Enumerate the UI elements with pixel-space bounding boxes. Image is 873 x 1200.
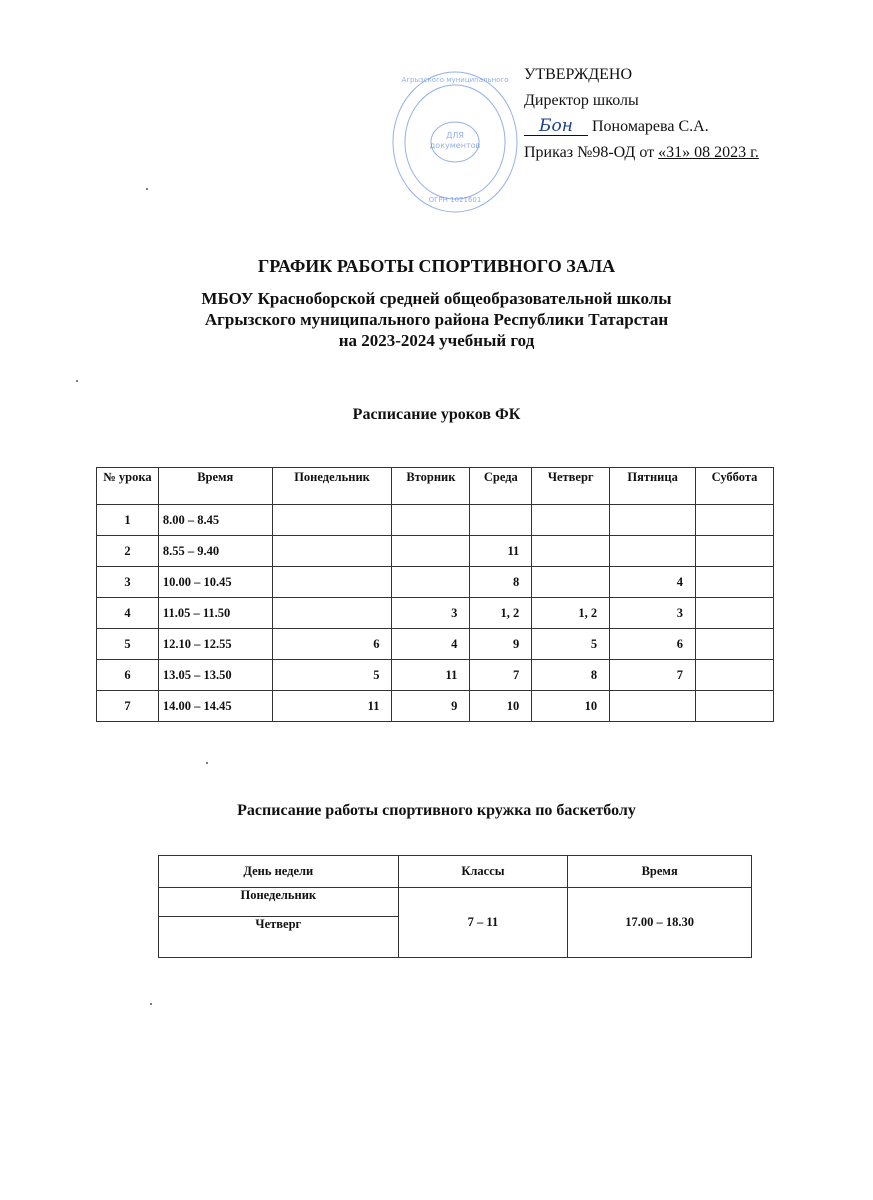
class-cell: 3 <box>610 598 696 629</box>
class-cell <box>696 598 774 629</box>
class-cell: 1, 2 <box>470 598 532 629</box>
approved-label: УТВЕРЖДЕНО <box>524 66 633 83</box>
header-cell: Суббота <box>696 468 774 505</box>
classes-cell: 7 – 11 <box>398 888 568 958</box>
signature-line <box>524 114 824 140</box>
class-cell <box>392 567 470 598</box>
class-cell: 8 <box>470 567 532 598</box>
table-row <box>97 505 774 536</box>
header-cell: Классы <box>398 856 568 888</box>
header-cell: № урока <box>97 468 159 505</box>
class-cell <box>610 691 696 722</box>
scan-speck <box>146 188 148 190</box>
class-cell <box>696 629 774 660</box>
header-cell: Среда <box>470 468 532 505</box>
lessons-table <box>96 467 774 722</box>
club-title: Расписание работы спортивного кружка по баскетболу <box>237 802 636 819</box>
class-cell <box>392 505 470 536</box>
header-cell: Время <box>158 468 272 505</box>
lesson-time: 8.00 – 8.45 <box>158 505 272 536</box>
class-cell: 8 <box>532 660 610 691</box>
class-cell: 5 <box>272 660 392 691</box>
class-cell: 9 <box>470 629 532 660</box>
lesson-number: 1 <box>97 505 159 536</box>
table-row <box>97 629 774 660</box>
lesson-number: 3 <box>97 567 159 598</box>
class-cell: 1, 2 <box>532 598 610 629</box>
day-cell: Четверг <box>159 917 399 958</box>
class-cell <box>532 505 610 536</box>
lesson-number: 2 <box>97 536 159 567</box>
director-name: Пономарева С.А. <box>592 118 709 135</box>
scan-speck <box>206 762 208 764</box>
club-table <box>158 855 752 958</box>
time-cell: 17.00 – 18.30 <box>568 888 752 958</box>
class-cell: 10 <box>532 691 610 722</box>
school-heading <box>0 288 873 351</box>
school-line-1: МБОУ Красноборской средней общеобразовательной школы <box>201 289 672 308</box>
lesson-number: 4 <box>97 598 159 629</box>
lesson-number: 6 <box>97 660 159 691</box>
header-cell: Четверг <box>532 468 610 505</box>
lesson-number: 5 <box>97 629 159 660</box>
class-cell <box>696 567 774 598</box>
header-cell: Вторник <box>392 468 470 505</box>
order-line <box>524 140 824 166</box>
lessons-title: Расписание уроков ФК <box>352 406 521 423</box>
approval-block <box>524 62 824 166</box>
class-cell <box>696 660 774 691</box>
class-cell: 11 <box>272 691 392 722</box>
class-cell <box>272 505 392 536</box>
class-cell: 6 <box>272 629 392 660</box>
header-cell: Пятница <box>610 468 696 505</box>
class-cell <box>392 536 470 567</box>
class-cell <box>272 598 392 629</box>
director-position: Директор школы <box>524 92 639 109</box>
class-cell: 6 <box>610 629 696 660</box>
table-row <box>97 691 774 722</box>
day-cell: Понедельник <box>159 888 399 917</box>
class-cell: 7 <box>470 660 532 691</box>
header-cell: Время <box>568 856 752 888</box>
header-cell: День недели <box>159 856 399 888</box>
page-title: ГРАФИК РАБОТЫ СПОРТИВНОГО ЗАЛА <box>257 256 616 276</box>
lesson-time: 14.00 – 14.45 <box>158 691 272 722</box>
class-cell <box>532 536 610 567</box>
class-cell: 4 <box>392 629 470 660</box>
lesson-time: 12.10 – 12.55 <box>158 629 272 660</box>
class-cell <box>610 505 696 536</box>
school-line-3: на 2023-2024 учебный год <box>338 331 535 350</box>
lesson-time: 8.55 – 9.40 <box>158 536 272 567</box>
table-row <box>97 536 774 567</box>
header-cell: Понедельник <box>272 468 392 505</box>
class-cell <box>610 536 696 567</box>
table-row <box>159 888 752 917</box>
class-cell: 9 <box>392 691 470 722</box>
lesson-number: 7 <box>97 691 159 722</box>
lessons-header-row <box>97 468 774 505</box>
class-cell: 5 <box>532 629 610 660</box>
club-header-row <box>159 856 752 888</box>
order-date: «31» 08 2023 г. <box>658 144 759 161</box>
director-signature: Бон <box>524 117 588 136</box>
stamp-line2: ДЛЯ <box>446 131 464 140</box>
class-cell: 11 <box>470 536 532 567</box>
table-row <box>97 660 774 691</box>
class-cell: 7 <box>610 660 696 691</box>
lesson-time: 11.05 – 11.50 <box>158 598 272 629</box>
stamp-line4: ОГРН 1021601 <box>428 196 482 204</box>
class-cell: 11 <box>392 660 470 691</box>
class-cell: 10 <box>470 691 532 722</box>
class-cell <box>470 505 532 536</box>
stamp-line1: Агрызского муниципального <box>401 76 509 84</box>
class-cell <box>696 536 774 567</box>
table-row <box>97 567 774 598</box>
class-cell <box>696 691 774 722</box>
stamp-line3: документов <box>429 141 481 150</box>
class-cell: 4 <box>610 567 696 598</box>
class-cell <box>272 567 392 598</box>
class-cell <box>696 505 774 536</box>
class-cell <box>532 567 610 598</box>
class-cell: 3 <box>392 598 470 629</box>
table-row <box>97 598 774 629</box>
school-line-2: Агрызского муниципального района Республики Татарстан <box>204 310 669 329</box>
class-cell <box>272 536 392 567</box>
scan-speck <box>150 1003 152 1005</box>
lesson-time: 13.05 – 13.50 <box>158 660 272 691</box>
lesson-time: 10.00 – 10.45 <box>158 567 272 598</box>
scan-speck <box>76 380 78 382</box>
order-prefix: Приказ №98-ОД от <box>524 144 659 161</box>
seal-stamp <box>390 62 520 222</box>
